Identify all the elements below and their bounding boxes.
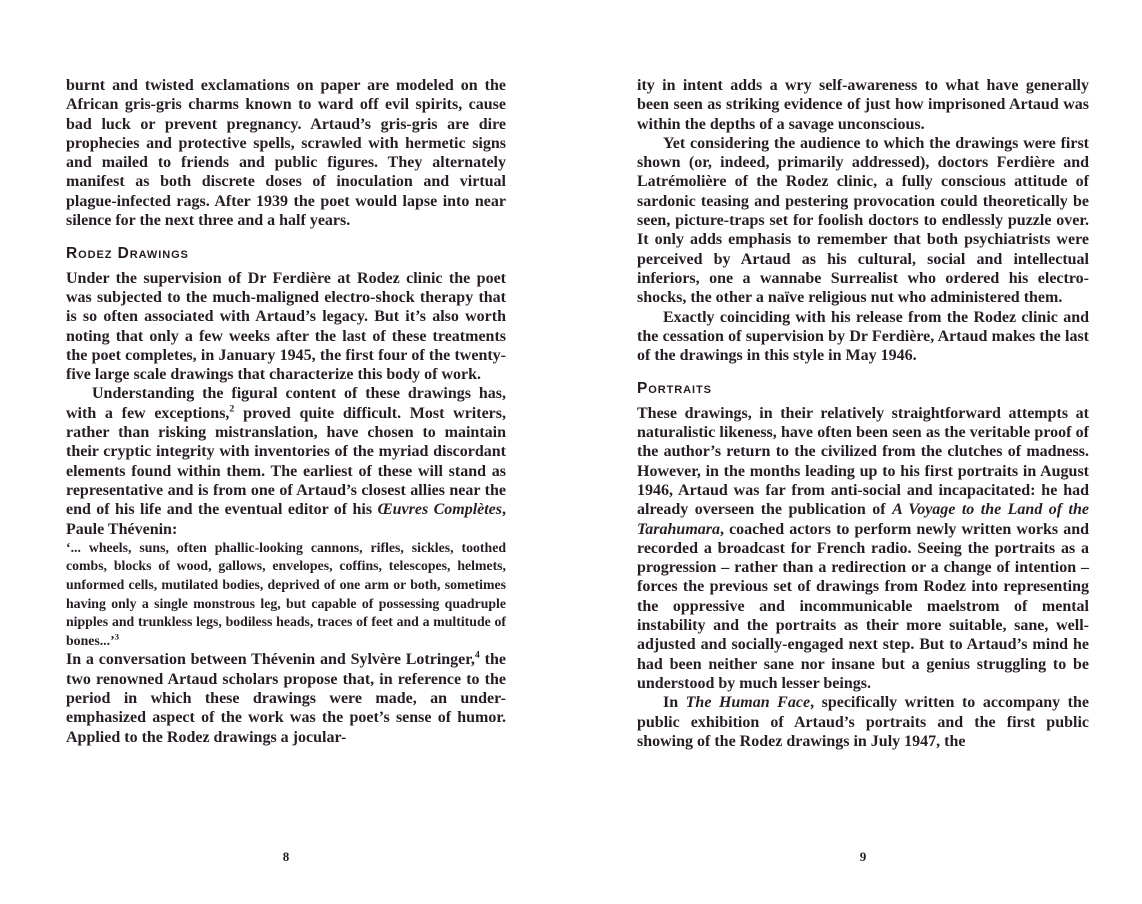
footnote-reference: 3 — [114, 631, 119, 642]
text-run: , Paule Thévenin: — [66, 501, 507, 538]
page-right-text-column — [637, 76, 1089, 751]
section-heading: Portraits — [637, 380, 712, 398]
text-run: In a conversation between Thévenin and Sylvère Lotringer, — [66, 651, 475, 669]
text-run: ity in intent adds a wry self-awareness to what have generally been seen as striking evidence of just how imprisoned Artaud was within the depths of a savage unconscious. — [637, 77, 1089, 133]
paragraph — [66, 650, 506, 746]
paragraph — [66, 76, 506, 230]
section-heading: Rodez Drawings — [66, 245, 189, 263]
text-run: Yet considering the audience to which the drawings were first shown (or, indeed, primarily addressed), doctors Ferdière and Latrémolière of the Rodez clinic, a fully conscious attitude of sardonic teasing and pestering provocation could theoretically be seen, picture-traps set for foolish doctors to endlessly puzzle over. It only adds emphasis to remember that both psychiatrists were perceived by Artaud as his cultural, social and intellectual inferiors, one a wannabe Surrealist who ordered his electro-shocks, the other a naïve religious nut who administered them. — [637, 134, 1089, 307]
text-run: , specifically written to accompany the public exhibition of Artaud’s portraits and the first public showing of the Rodez drawings in July 1947, the — [637, 694, 1089, 750]
footnote-reference: 2 — [229, 403, 235, 415]
paragraph — [66, 384, 506, 538]
page-number-left: 8 — [282, 849, 290, 864]
italic-title: Œuvres Complètes — [377, 501, 503, 519]
text-run: Understanding the figural content of these drawings has, with a few exceptions, — [66, 385, 506, 422]
paragraph — [637, 134, 1089, 308]
paragraph — [637, 308, 1089, 366]
text-run: ‘... wheels, suns, often phallic-looking cannons, rifles, sickles, toothed combs, blocks of wood, gallows, envelopes, coffins, telescopes, helmets, unformed cells, mutilated bodies, deprived of one arm or both, sometimes having only a single monstrous leg, but capable of possessing quadruple nipples and trunkless legs, bodiless heads, traces of feet and a multitude of bones...’ — [66, 539, 506, 648]
page-left-text-column — [66, 76, 506, 747]
footnote-reference: 4 — [474, 650, 480, 662]
italic-title: A Voyage to the Land of the Tarahumara — [637, 501, 1089, 538]
page-left — [66, 76, 506, 904]
text-run: These drawings, in their relatively straightforward attempts at naturalistic likeness, have often been seen as the veritable proof of the author’s return to the civilized from the clutches of madness. However, in the months leading up to his first portraits in August 1946, Artaud was far from anti-social and incapacitated: he had already overseen the publication of — [637, 404, 1089, 519]
text-run: Under the supervision of Dr Ferdière at Rodez clinic the poet was subjected to the much-maligned electro-shock therapy that is so often associated with Artaud’s legacy. But it’s also worth noting that only a few weeks after the last of these treatments the poet completes, in January 1945, the first four of the twenty-five large scale drawings that characterize this body of work. — [66, 269, 506, 384]
text-run: proved quite difficult. Most writers, rather than risking mistranslation, have chosen to maintain their cryptic integrity with inventories of the myriad discordant elements found within them. The earliest of these will stand as representative and is from one of Artaud’s closest allies near the end of his life and the eventual editor of his — [66, 404, 506, 519]
paragraph — [637, 76, 1089, 134]
text-run: In — [663, 694, 686, 712]
paragraph — [66, 269, 506, 385]
text-run: burnt and twisted exclamations on paper are modeled on the African gris-gris charms known to ward off evil spirits, cause bad luck or prevent pregnancy. Artaud’s gris-gris are dire prophecies and protective spells, scrawled with hermetic signs and mailed to friends and public figures. They alternately manifest as both discrete doses of inoculation and virtual plague-infected rags. After 1939 the poet would lapse into near silence for the next three and a half years. — [66, 77, 506, 230]
text-run: , coached actors to perform newly written works and recorded a broadcast for French radio. Seeing the portraits as a progression – rather than a redirection or a change of intention – forces the previous set of drawings from Rodez into representing the oppressive and incommunicable maelstrom of mental instability and the portraits as their more suitable, sane, well-adjusted and socially-engaged next step. But to Artaud’s mind he had been neither sane nor insane but a genius struggling to be understood by much lesser beings. — [637, 520, 1089, 692]
block-quote — [66, 539, 506, 651]
page-right — [637, 76, 1089, 904]
italic-title: The Human Face — [685, 694, 811, 712]
text-run: the two renowned Artaud scholars propose that, in reference to the period in which these drawings were made, an under-emphasized aspect of the work was the poet’s sense of humor. Applied to the Rodez drawings a jocular- — [66, 651, 506, 746]
paragraph — [637, 693, 1089, 751]
text-run: Exactly coinciding with his release from the Rodez clinic and the cessation of supervision by Dr Ferdière, Artaud makes the last of the drawings in this style in May 1946. — [637, 308, 1089, 365]
page-number-right: 9 — [859, 849, 867, 864]
paragraph — [637, 404, 1089, 693]
